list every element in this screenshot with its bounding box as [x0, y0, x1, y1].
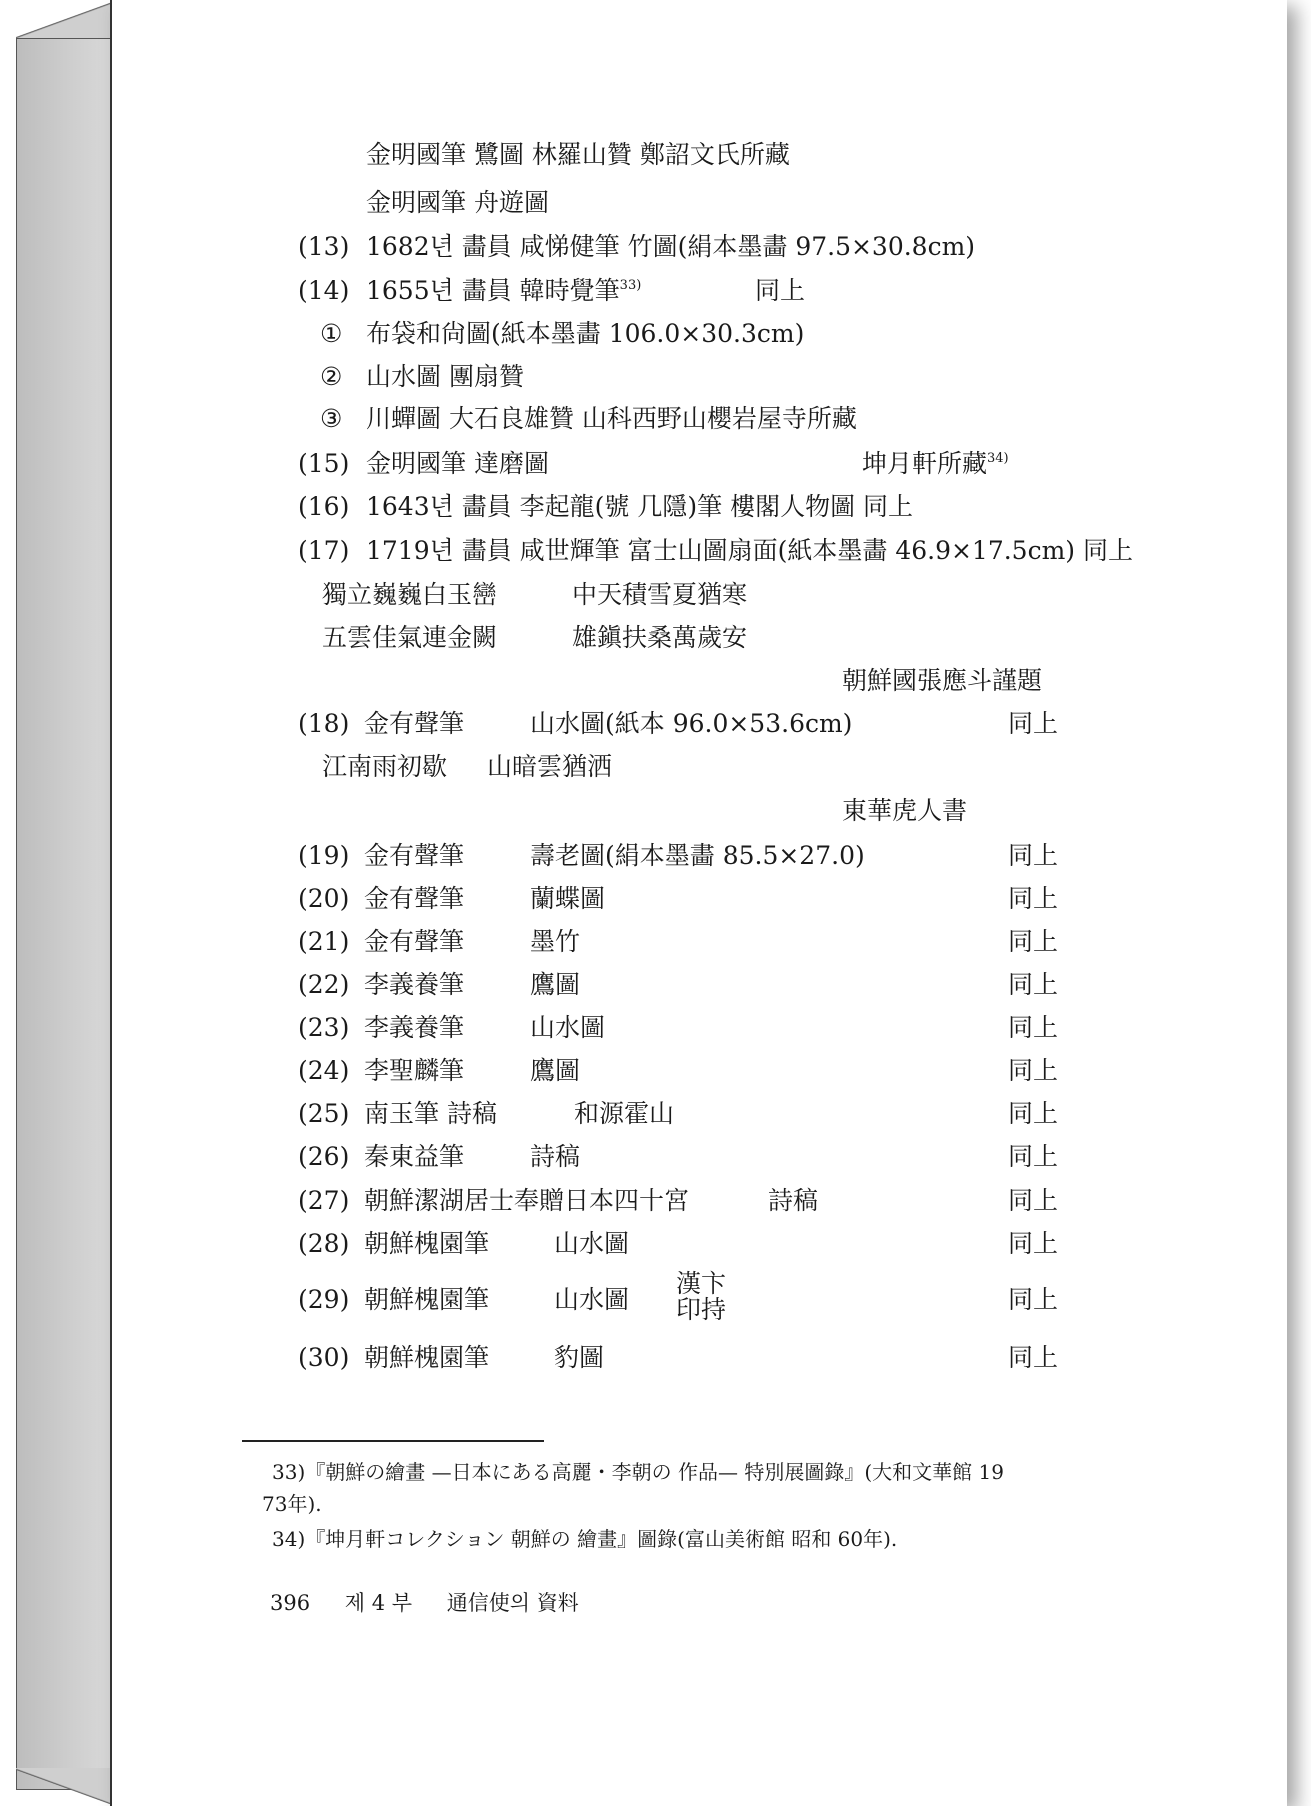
item-owner: 同上 — [1008, 1099, 1059, 1128]
item-number: (30) — [298, 1343, 350, 1372]
item-text: 1643년 畵員 李起龍(號 几隱)筆 樓閣人物圖 同上 — [366, 492, 914, 521]
item-title: 山水圖 — [530, 1013, 606, 1042]
item-owner: 同上 — [1008, 1343, 1059, 1372]
item-number: (18) — [298, 709, 350, 738]
item-author: 南玉筆 詩稿 — [364, 1099, 497, 1128]
item-marker: ③ — [320, 404, 343, 433]
poem-verse: 中天積雪夏猶寒 — [572, 580, 748, 609]
item-author: 朝鮮槐園筆 — [364, 1285, 490, 1314]
item-number: (16) — [298, 492, 350, 521]
item-title: 豹圖 — [554, 1343, 605, 1372]
signature-text: 東華虎人書 — [842, 796, 968, 825]
item-author: 金有聲筆 — [364, 709, 465, 738]
item-number: (17) — [298, 536, 350, 565]
seal-text-bottom: 印持 — [676, 1295, 727, 1324]
item-author: 金有聲筆 — [364, 841, 465, 870]
item-owner: 同上 — [1008, 1056, 1059, 1085]
item-title: 鷹圖 — [530, 970, 581, 999]
item-owner: 同上 — [1008, 970, 1059, 999]
item-owner: 同上 — [1008, 1285, 1059, 1314]
book-spine-top — [16, 0, 112, 40]
item-title: 山水圖(紙本 96.0×53.6cm) — [530, 709, 853, 738]
item-title: 詩稿 — [530, 1142, 581, 1171]
item-title: 鷹圖 — [530, 1056, 581, 1085]
item-author: 朝鮮槐園筆 — [364, 1229, 490, 1258]
item-number: (21) — [298, 927, 350, 956]
item-number: (27) — [298, 1186, 350, 1215]
item-title: 壽老圖(絹本墨畵 85.5×27.0) — [530, 841, 865, 870]
item-owner: 同上 — [1008, 1142, 1059, 1171]
page-footer — [270, 1590, 579, 1616]
footnote-33: 33)『朝鮮の繪畫 —日本にある高麗・李朝の 作品— 特別展圖錄』(大和文華館 19 — [272, 1460, 1004, 1484]
item-text: 金明國筆 達磨圖 — [366, 449, 549, 478]
item-author: 李義養筆 — [364, 970, 465, 999]
item-owner: 同上 — [1008, 841, 1059, 870]
item-number: (26) — [298, 1142, 350, 1171]
item-number: (25) — [298, 1099, 350, 1128]
item-number: (20) — [298, 884, 350, 913]
item-text-main: 1655년 畵員 韓時覺筆 — [366, 276, 620, 305]
item-author: 朝鮮槐園筆 — [364, 1343, 490, 1372]
book-spine — [16, 38, 113, 1790]
item-number: (24) — [298, 1056, 350, 1085]
item-text: 1682년 畵員 咸悌健筆 竹圖(絹本墨畵 97.5×30.8cm) — [366, 232, 976, 261]
item-text — [366, 276, 641, 306]
item-text: 布袋和尙圖(紙本墨畵 106.0×30.3cm) — [366, 319, 805, 348]
item-title: 山水圖 — [554, 1229, 630, 1258]
item-owner: 同上 — [1008, 884, 1059, 913]
item-owner: 同上 — [1008, 1013, 1059, 1042]
line-text: 金明國筆 鷺圖 林羅山贊 鄭詔文氏所藏 — [366, 140, 790, 169]
item-owner: 同上 — [1008, 709, 1059, 738]
item-author: 朝鮮潔湖居士奉贈日本四十宮 — [364, 1186, 690, 1215]
item-author: 秦東益筆 — [364, 1142, 465, 1171]
item-owner-text: 坤月軒所藏 — [862, 449, 988, 478]
seal-text-top: 漢卞 — [676, 1269, 727, 1298]
poem-verse: 江南雨初歇 — [322, 752, 448, 781]
footnote-divider — [242, 1440, 544, 1442]
item-title: 詩稿 — [768, 1186, 819, 1215]
item-author: 金有聲筆 — [364, 884, 465, 913]
item-number: (19) — [298, 841, 350, 870]
item-author: 李聖麟筆 — [364, 1056, 465, 1085]
item-title: 和源霍山 — [574, 1099, 675, 1128]
item-number: (14) — [298, 276, 350, 305]
poem-verse: 雄鎭扶桑萬歲安 — [572, 623, 748, 652]
item-title: 蘭蝶圖 — [530, 884, 606, 913]
item-text: 山水圖 團扇贊 — [366, 362, 524, 391]
item-owner — [862, 449, 1009, 479]
book-spine-bottom — [16, 1768, 112, 1806]
poem-verse: 山暗雲猶洒 — [487, 752, 613, 781]
item-marker: ② — [320, 362, 343, 391]
item-number: (28) — [298, 1229, 350, 1258]
part-title: 通信使의 資料 — [446, 1591, 579, 1615]
item-number: (13) — [298, 232, 350, 261]
item-title: 山水圖 — [554, 1285, 630, 1314]
item-marker: ① — [320, 319, 343, 348]
footnote-ref: 33) — [619, 278, 642, 293]
item-text: 1719년 畵員 咸世輝筆 富士山圖扇面(紙本墨畵 46.9×17.5cm) 同上 — [366, 536, 1133, 565]
seal-inscription — [676, 1271, 726, 1323]
item-number: (15) — [298, 449, 350, 478]
item-title: 墨竹 — [530, 927, 581, 956]
footnote-34: 34)『坤月軒コレクション 朝鮮の 繪畫』圖錄(富山美術館 昭和 60年). — [272, 1527, 898, 1551]
part-label: 제 4 부 — [344, 1591, 413, 1615]
item-number: (29) — [298, 1285, 350, 1314]
item-author: 李義養筆 — [364, 1013, 465, 1042]
item-number: (23) — [298, 1013, 350, 1042]
page-number: 396 — [270, 1591, 311, 1615]
poem-verse: 獨立巍巍白玉巒 — [322, 580, 498, 609]
line-text: 金明國筆 舟遊圖 — [366, 188, 549, 217]
poem-verse: 五雲佳氣連金闕 — [322, 623, 498, 652]
item-text: 川蟬圖 大石良雄贊 山科西野山櫻岩屋寺所藏 — [366, 404, 857, 433]
item-owner: 同上 — [1008, 1186, 1059, 1215]
item-author: 金有聲筆 — [364, 927, 465, 956]
footnote-33-continued: 73年). — [262, 1492, 322, 1516]
item-number: (22) — [298, 970, 350, 999]
book-page — [110, 0, 1287, 1806]
footnote-ref: 34) — [987, 451, 1009, 466]
item-text-same: 同上 — [755, 276, 806, 305]
item-owner: 同上 — [1008, 927, 1059, 956]
signature-text: 朝鮮國張應斗謹題 — [842, 666, 1043, 695]
item-owner: 同上 — [1008, 1229, 1059, 1258]
